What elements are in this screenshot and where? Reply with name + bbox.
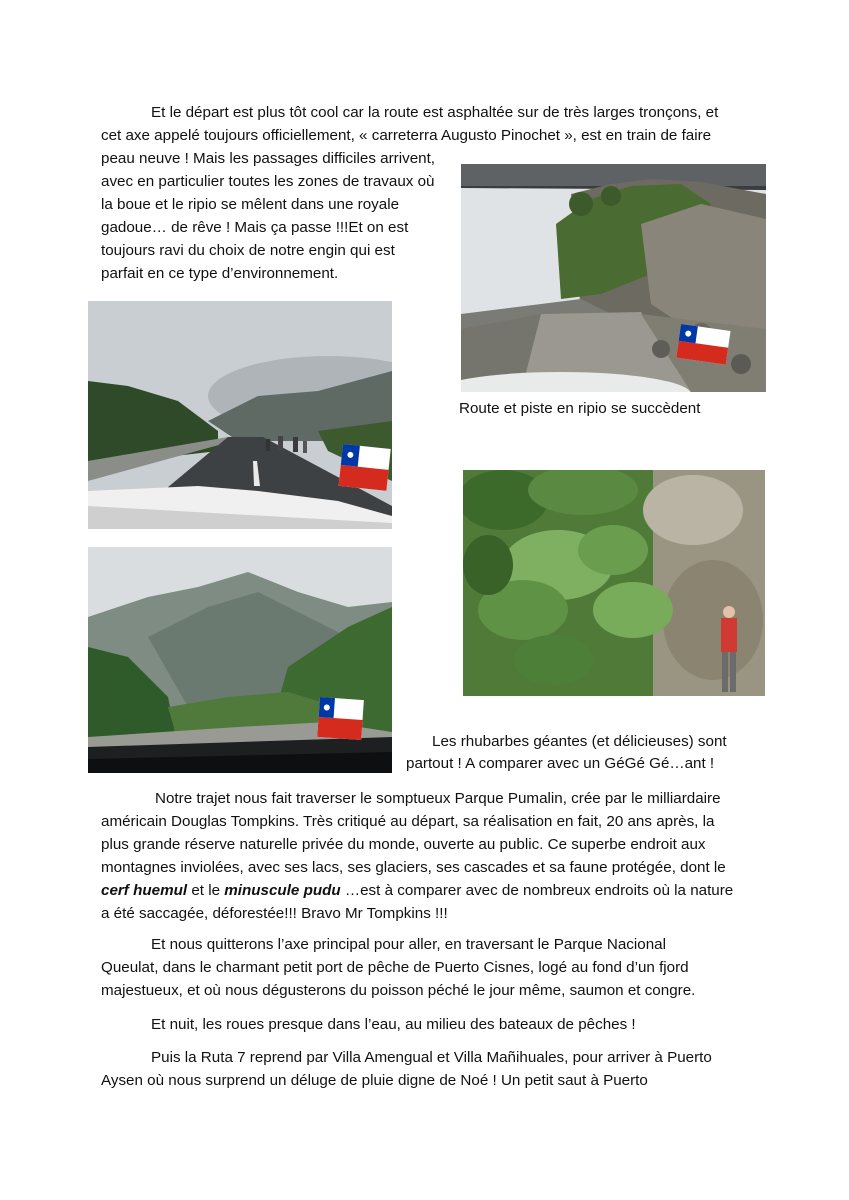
para2-line-5-rest: …est à comparer avec de nombreux endroits où la nature (340, 882, 734, 899)
photo-asphalt-road (88, 301, 392, 529)
photo-ripio-road (461, 164, 766, 392)
para1-line-4: avec en particulier toutes les zones de travaux où (101, 173, 435, 190)
para2-line-1: Notre trajet nous fait traverser le somptueux Parque Pumalin, crée par le milliardaire (155, 790, 721, 807)
para1-line-8: parfait en ce type d’environnement. (101, 265, 339, 282)
para2-line-2: américain Douglas Tompkins. Très critiqué au départ, sa réalisation en fait, 20 ans après, la (101, 813, 715, 830)
photo-misty-mountains (88, 547, 392, 773)
para3-line-2: Queulat, dans le charmant petit port de pêche de Puerto Cisnes, logé au fond d’un fjord (101, 959, 689, 976)
para2-line-3: plus grande réserve naturelle privée du monde, ouverte au public. Ce superbe endroit aux (101, 836, 706, 853)
para1-line-3: peau neuve ! Mais les passages difficiles arrivent, (101, 150, 436, 167)
para1-line-1: Et le départ est plus tôt cool car la route est asphaltée sur de très larges tronçons, et (151, 104, 719, 121)
para4-line-1: Et nuit, les roues presque dans l’eau, au milieu des bateaux de pêches ! (151, 1016, 636, 1033)
pudu-emphasis: minuscule pudu (224, 882, 341, 899)
para1-line-7: toujours ravi du choix de notre engin qui est (101, 242, 395, 259)
para1-line-2: cet axe appelé toujours officiellement, « carreterra Augusto Pinochet », est en train de faire (101, 127, 712, 144)
para2-line-6: a été saccagée, déforestée!!! Bravo Mr Tompkins !!! (101, 905, 448, 922)
para1-line-5: la boue et le ripio se mêlent dans une royale (101, 196, 400, 213)
para1-line-6: gadoue… de rêve ! Mais ça passe !!!Et on est (101, 219, 409, 236)
para5-line-1: Puis la Ruta 7 reprend par Villa Amengual et Villa Mañihuales, pour arriver à Puerto (151, 1049, 712, 1066)
photo-giant-rhubarb (463, 470, 765, 696)
para2-line-5-mid: et le (187, 882, 225, 899)
para3-line-1: Et nous quitterons l’axe principal pour aller, en traversant le Parque Nacional (151, 936, 666, 953)
para3-line-3: majestueux, et où nous dégusterons du poisson péché le jour même, saumon et congre. (101, 982, 696, 999)
para5-line-2: Aysen où nous surprend un déluge de pluie digne de Noé ! Un petit saut à Puerto (101, 1072, 648, 1089)
caption-rhubarb-line-1: Les rhubarbes géantes (et délicieuses) sont (432, 733, 727, 750)
para2-line-5 (101, 879, 733, 903)
cerf-huemul-emphasis: cerf huemul (101, 882, 188, 899)
caption-rhubarb-line-2: partout ! A comparer avec un GéGé Gé…ant ! (406, 755, 715, 772)
caption-route: Route et piste en ripio se succèdent (459, 400, 701, 417)
para2-line-4: montagnes inviolées, avec ses lacs, ses glaciers, ses cascades et sa faune protégée, dont le (101, 859, 726, 876)
